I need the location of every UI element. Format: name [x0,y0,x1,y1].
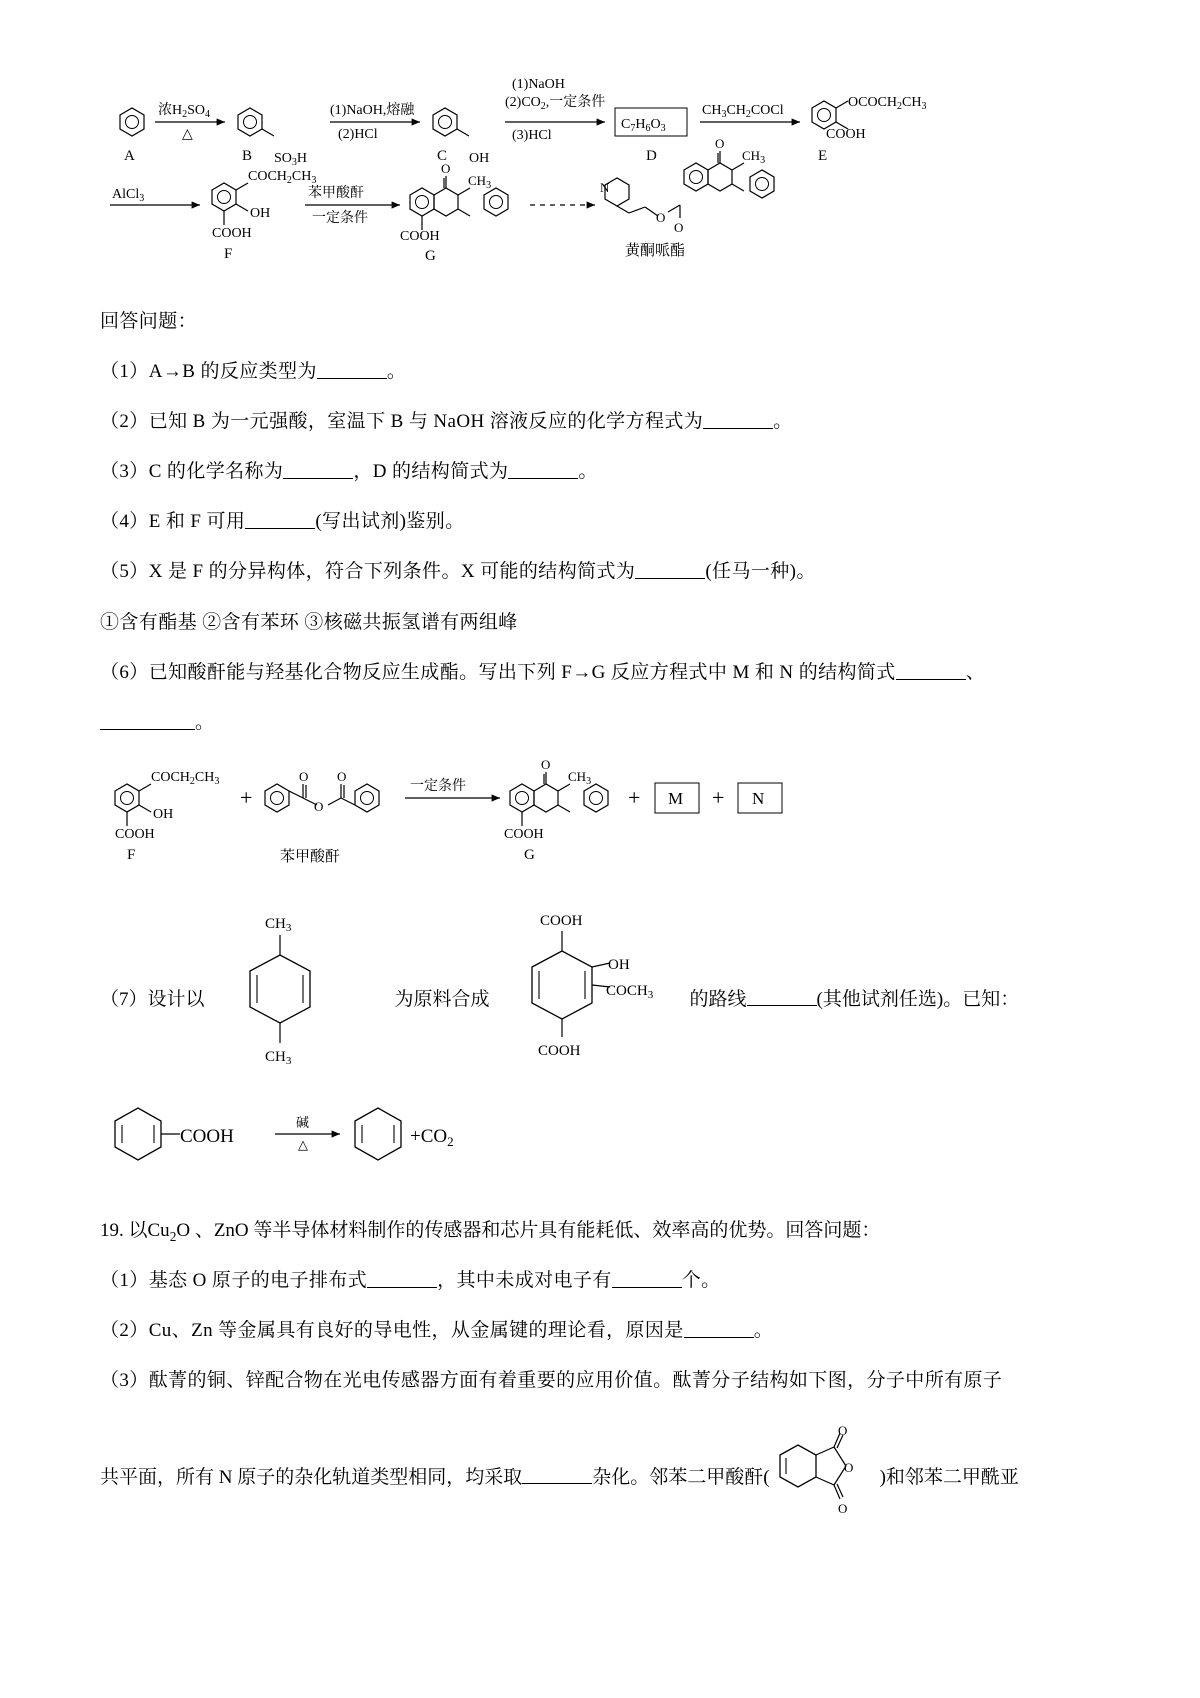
box-M: M [668,788,684,808]
group-C-oh: OH [469,151,490,166]
s19-q1-c: 个。 [681,1269,721,1291]
question-3-text-b: ，D 的结构简式为 [353,461,509,483]
anhydride-ring-o: O [843,1460,853,1476]
group-F-cooh: COOH [212,226,252,241]
question-6-end: 、 [965,661,986,683]
group-E-cooh: COOH [826,127,866,142]
arrow2-top: (1)NaOH,熔融 [330,103,415,118]
label-C: C [437,148,448,164]
molecule-benzoic-anhydride [265,769,379,814]
s19-q2-end: 。 [753,1320,774,1342]
answer-blank-1[interactable] [317,359,387,379]
plus-sign-3: + [712,784,725,810]
molecule-target [490,903,690,1093]
question-1 [100,354,1100,390]
arrow3-line1: (1)NaOH [512,77,565,92]
svg-text:CH3: $CH_3$ [264,1048,291,1067]
formula-D: $C_7H_6O_3$ [621,117,666,134]
question-4-text: （4）E 和 F 可用 [100,511,246,533]
svg-text:O: O [674,220,684,235]
question-6-text: （6）已知酸酐能与羟基化合物反应生成酯。写出下列 F→G 反应方程式中 M 和 N 的结构简式 [100,661,896,683]
answer-blank-19-2[interactable] [684,1318,754,1338]
svg-text:O: O [656,210,666,225]
reaction-scheme-1 [100,40,1100,290]
svg-text:O: O [837,1501,847,1517]
label-G: G [425,248,436,264]
label-D: D [646,148,657,164]
question-4-mid: (写出试剂)鉴别。 [315,511,465,533]
label-B: B [242,148,253,164]
reaction-scheme-2 [100,741,1100,891]
question-3 [100,454,1100,490]
question-6-cont [100,705,1100,741]
svg-text:O: O [837,1425,847,1439]
group-cooh-4: COOH [180,1125,234,1147]
prompt-answer: 回答问题： [100,311,198,332]
question-7-text-d: (其他试剂任选)。已知： [816,989,1020,1011]
svg-text:OH: OH [607,956,630,973]
question-3-end: 。 [578,461,598,483]
question-6-end2: 。 [195,711,215,733]
s19-q1-b: ，其中未成对电子有 [437,1269,612,1291]
question-1-end: 。 [386,361,407,383]
svg-text:O: O [541,756,551,772]
group-G-cooh: COOH [400,229,440,244]
answer-blank-19-3[interactable] [522,1467,592,1484]
group-F2-propanoyl: $COCH_2CH_3$ [151,769,220,787]
section19-question-2 [100,1313,1100,1349]
scheme4-arrow-top: 碱 [296,1114,310,1130]
group-F2-oh: OH [153,806,174,822]
group-E-ester: $OCOCH_2CH_3$ [848,95,927,112]
group-B-so3h: $SO_3H$ [274,151,308,168]
molecule-C [433,108,469,136]
s19-q1-a: （1）基态 O 原子的电子排布式 [100,1269,368,1291]
question-5-end: (任马一种)。 [705,561,816,583]
reaction-scheme-4 [100,1093,1100,1183]
question-7 [100,903,1100,1093]
label-G-2: G [524,846,535,863]
arrow6-top: 苯甲酸酐 [308,186,364,201]
answer-blank-3a[interactable] [283,459,353,479]
molecule-A [120,108,144,136]
group-F-oh: OH [250,206,271,221]
question-4 [100,504,1100,540]
answer-blank-6a[interactable] [896,660,966,680]
molecule-F [212,183,248,225]
s19-q2-a: （2）Cu、Zn 等金属具有良好的导电性，从金属键的理论看，原因是 [100,1320,684,1342]
label-product-name: 黄酮哌酯 [625,243,686,259]
section19-question-1 [100,1263,1100,1299]
question-2 [100,404,1100,440]
molecule-G-2 [510,757,608,826]
section19-question-3 [100,1363,1100,1399]
svg-text:O: O [299,768,309,784]
molecule-flavoxate [600,136,774,235]
arrow3-line2: $(2)CO_2$,一定条件 [505,95,606,112]
molecule-B [238,108,274,136]
arrow1-top: 浓$H_2SO_4$ [158,103,211,120]
section-19-intro: 19. 以$Cu_2O$ 、ZnO 等半导体材料制作的传感器和芯片具有能耗低、效率高的优势。回答问题： [100,1219,881,1244]
group-F2-cooh: COOH [115,826,155,842]
svg-text:COOH: COOH [537,1042,581,1059]
box-N: N [752,788,765,808]
product-co2: $+CO_2$ [410,1125,454,1149]
question-5 [100,554,1100,590]
arrow1-bottom: △ [182,127,193,142]
scheme2-arrow-top: 一定条件 [410,778,466,794]
answer-blank-4[interactable] [245,509,315,529]
plus-sign-2: + [628,784,641,810]
svg-text:O: O [441,161,451,176]
s19-q3-b: 共平面，所有 N 原子的杂化轨道类型相同，均采取 [100,1466,523,1488]
answer-blank-7[interactable] [747,989,817,1006]
arrow3-line3: (3)HCl [512,128,552,143]
svg-text:O: O [314,798,324,814]
arrow6-bottom: 一定条件 [312,211,368,226]
question-5-text: （5）X 是 F 的分异构体，符合下列条件。X 可能的结构简式为 [100,561,636,583]
molecule-phthalic-anhydride [770,1425,880,1525]
question-6 [100,655,1100,691]
arrow2-bottom: (2)HCl [338,127,378,142]
question-2-end: 。 [773,411,793,433]
molecule-G [410,161,508,230]
plus-sign-1: + [240,784,253,810]
answer-blank-2[interactable] [703,409,773,429]
molecule-F-2 [115,784,151,826]
svg-text:CH3: $CH_3$ [568,768,592,787]
molecule-p-xylene [205,903,395,1093]
svg-text:N: N [600,180,610,195]
s19-q3-c: 杂化。邻苯二甲酸酐( [592,1466,770,1488]
scheme4-arrow-bottom: △ [298,1136,308,1152]
answer-blank-5[interactable] [635,559,705,579]
molecule-E [812,101,848,129]
question-5-conditions: ①含有酯基 ②含有苯环 ③核磁共振氢谱有两组峰 [100,611,518,633]
answer-blank-19-1b[interactable] [612,1268,682,1288]
question-3-text-a: （3）C 的化学名称为 [100,461,284,483]
svg-text:COOH: COOH [539,912,583,929]
question-7-text-c: 的路线 [689,989,747,1011]
svg-text:CH3: $CH_3$ [742,148,766,166]
answer-blank-19-1a[interactable] [367,1268,437,1288]
arrow5-top: AlCl$_3$ [112,187,145,204]
s19-q3-a: （3）酞菁的铜、锌配合物在光电传感器方面有着重要的应用价值。酞菁分子结构如下图，分子中所有原子 [100,1370,1003,1392]
group-F-propanoyl: $COCH_2CH_3$ [248,169,317,186]
question-1-text: （1）A→B 的反应类型为 [100,361,317,383]
question-7-text-a: （7）设计以 [100,989,205,1011]
answer-blank-3b[interactable] [508,459,578,479]
label-benzoic-anhydride: 苯甲酸酐 [280,848,341,865]
svg-text:CH3: $CH_3$ [264,915,291,934]
label-F: F [224,246,233,262]
label-F-2: F [127,846,136,863]
s19-q3-d: )和邻苯二甲酰亚 [879,1466,1019,1488]
group-G2-cooh: COOH [504,826,544,842]
svg-text:O: O [715,136,725,151]
svg-text:O: O [337,768,347,784]
question-2-text: （2）已知 B 为一元强酸，室温下 B 与 NaOH 溶液反应的化学方程式为 [100,411,704,433]
section19-question-3-cont [100,1425,1100,1525]
svg-text:COCH3: $COCH_3$ [605,982,653,1001]
answer-blank-6b[interactable] [100,710,195,730]
group-G-ch3: $CH_3$ [468,173,492,191]
label-A: A [124,148,135,164]
arrow4-top: $CH_3CH_2COCl$ [702,103,784,120]
question-7-text-b: 为原料合成 [394,989,490,1011]
label-E: E [818,148,828,164]
